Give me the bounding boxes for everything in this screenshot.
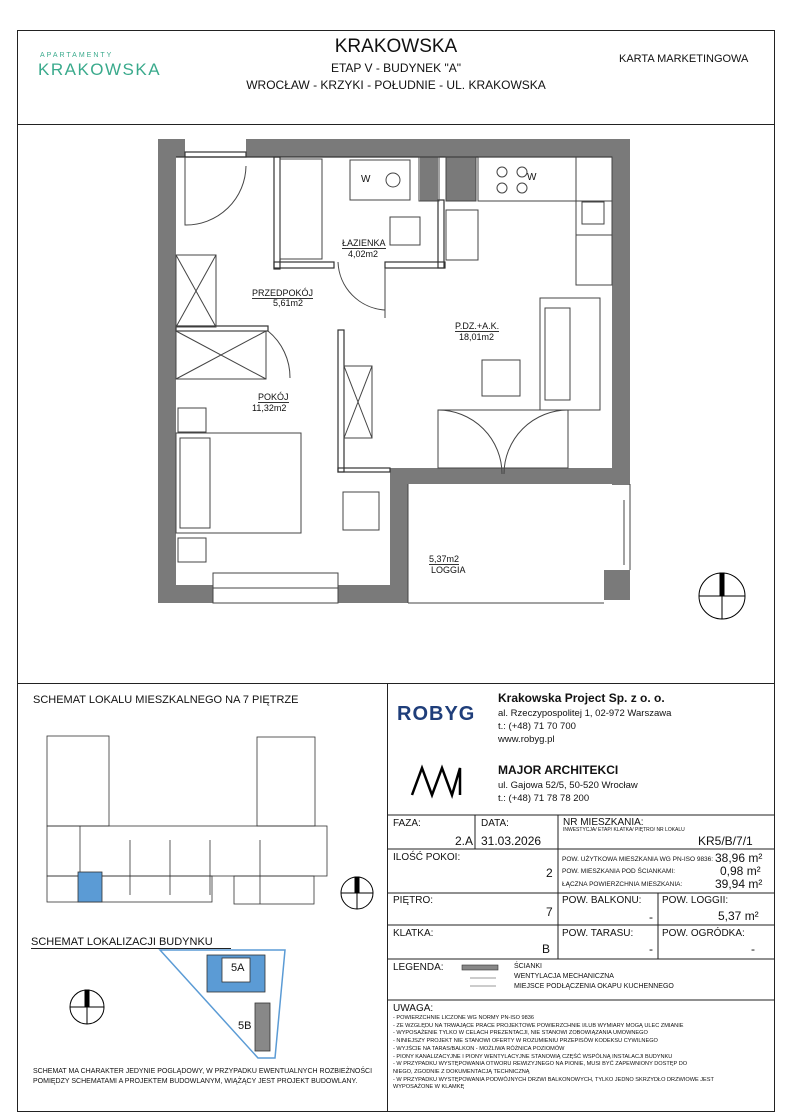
developer-web[interactable]: www.robyg.pl [498, 734, 555, 745]
room-area-lazienka: 4,02m2 [348, 249, 379, 259]
pietro-label: PIĘTRO: [393, 895, 434, 906]
floor-schema-title: SCHEMAT LOKALU MIESZKALNEGO NA 7 PIĘTRZE [33, 694, 299, 706]
page-title: KRAKOWSKA [334, 36, 458, 57]
note-line: - W PRZYPADKU WYSTĘPOWANIA PODWÓJNYCH DRZWI BALKONOWYCH, TYLKO JEDNO SKRZYDŁO DRZWIOWE JEST [393, 1076, 714, 1083]
room-name-pokoj: POKÓJ [258, 392, 289, 402]
developer-name: Krakowska Project Sp. z o. o. [498, 691, 665, 705]
developer-logo: ROBYG [397, 703, 476, 725]
compass-icons [70, 573, 745, 1024]
ogrodek-label: POW. OGRÓDKA: [662, 928, 745, 939]
faza-label: FAZA: [393, 818, 421, 829]
note-line: - PIONY KANALIZACYJNE I PIONY WENTYLACYJNE STANOWIĄ CZĘŚĆ WSPÓLNĄ INSTALACJI BUDYNKU [393, 1053, 673, 1060]
highlighted-unit [78, 872, 102, 902]
subtitle: ETAP V - BUDYNEK "A" [330, 61, 462, 75]
ventilation-mark-kitchen: W [527, 172, 537, 183]
laczna-label: ŁĄCZNA POWIERZCHNIA MIESZKANIA: [562, 881, 683, 888]
uzytkowa-label: POW. UŻYTKOWA MIESZKANIA WG PN-ISO 9836: [562, 856, 714, 863]
loggia-outline [408, 484, 630, 603]
building-5b-label: 5B [238, 1020, 252, 1032]
taras-value: - [649, 942, 653, 956]
legend-symbols [462, 965, 498, 986]
architect-name: MAJOR ARCHITEKCI [498, 763, 619, 777]
room-name-loggia: LOGGIA [431, 565, 466, 575]
balkon-value: - [649, 910, 653, 924]
klatka-value: B [542, 942, 551, 956]
developer-phone: t.: (+48) 71 70 700 [498, 721, 576, 732]
ventilation-mark: W [361, 174, 371, 185]
room-name-przedpokoj: PRZEDPOKÓJ [252, 288, 314, 298]
note-line: - POWIERZCHNIE LICZONE WG NORMY PN-ISO 9836 [393, 1015, 535, 1021]
location: WROCŁAW - KRZYKI - POŁUDNIE - UL. KRAKOWSKA [246, 78, 546, 92]
taras-label: POW. TARASU: [562, 928, 634, 939]
data-label: DATA: [481, 818, 509, 829]
disclaimer-line1: SCHEMAT MA CHARAKTER JEDYNIE POGLĄDOWY, W PRZYPADKU EWENTUALNYCH ROZBIEŻNOŚCI [33, 1068, 373, 1075]
loggia-label: POW. LOGGII: [662, 895, 729, 906]
room-area-pokoj: 11,32m2 [252, 403, 287, 413]
legend-title: LEGENDA: [393, 962, 444, 973]
note-line: WYPOSAŻONE W KLAMKĘ [393, 1084, 465, 1091]
room-name-pdz: P.DZ.+A.K. [455, 321, 500, 331]
disclaimer-line2: POMIĘDZY SCHEMATAMI A PROJEKTEM BUDOWLANYM, WIĄŻĄCY JEST PROJEKT BUDOWLANY. [33, 1078, 358, 1085]
uzytkowa-value: 38,96 m² [715, 851, 763, 865]
note-line: - NINIEJSZY PROJEKT NIE STANOWI OFERTY W ROZUMIENIU PRZEPISÓW KODEKSU CYWILNEGO [393, 1038, 658, 1045]
ogrodek-value: - [751, 942, 755, 956]
notes-title: UWAGA: [393, 1003, 434, 1014]
loggia-value: 5,37 m² [718, 909, 759, 923]
room-furniture [176, 157, 379, 603]
room-area-przedpokoj: 5,61m2 [273, 298, 304, 308]
brand-logo: KRAKOWSKA [38, 60, 162, 79]
nr-label: NR MIESZKANIA: [563, 817, 644, 828]
building-schema-title: SCHEMAT LOKALIZACJI BUDYNKU [31, 936, 231, 949]
klatka-label: KLATKA: [393, 928, 434, 939]
legend-item-walls: ŚCIANKI [514, 963, 543, 970]
building-location-schema [160, 950, 285, 1058]
legend-item-ventilation: WENTYLACJA MECHANICZNA [514, 973, 614, 980]
legend-item-hood: MIEJSCE PODŁĄCZENIA OKAPU KUCHENNEGO [514, 983, 674, 990]
pokoi-value: 2 [546, 866, 553, 880]
room-name-lazienka: ŁAZIENKA [342, 238, 386, 248]
note-line: - ZE WZGLĘDU NA TRWAJĄCE PRACE PROJEKTOWE POWIERZCHNIE I/LUB WYMIARY MOGĄ ULEC ZMIANIE [393, 1022, 684, 1029]
faza-value: 2.A [455, 834, 474, 848]
card-type: KARTA MARKETINGOWA [619, 53, 749, 65]
room-area-loggia: 5,37m2 [429, 554, 460, 564]
room-area-pdz: 18,01m2 [459, 332, 495, 342]
laczna-value: 39,94 m² [715, 877, 763, 891]
architect-address: ul. Gajowa 52/5, 50-520 Wrocław [498, 780, 638, 791]
developer-address: al. Rzeczypospolitej 1, 02-972 Warszawa [498, 708, 672, 719]
notes-list [393, 1015, 773, 1092]
architect-phone: t.: (+48) 71 78 78 200 [498, 793, 590, 804]
logo-top: APARTAMENTY [40, 52, 114, 59]
nr-value: KR5/B/7/1 [698, 834, 753, 848]
building-5a-label: 5A [231, 962, 245, 974]
architect-logo-icon [412, 768, 460, 795]
pietro-value: 7 [546, 905, 553, 919]
pod-skosami-label: POW. MIESZKANIA POD ŚCIANKAMI: [562, 868, 676, 875]
pod-skosami-value: 0,98 m² [720, 864, 761, 878]
pokoi-label: ILOŚĆ POKOI: [393, 852, 461, 863]
note-line: - WYPOSAŻENIE TYLKO W CELACH PREZENTACJI, NIE STANOWI ZOBOWIĄZANIA UMOWNEGO [393, 1030, 648, 1037]
balkon-label: POW. BALKONU: [562, 895, 642, 906]
note-line: - WYJŚCIE NA TARAS/BALKON - MOŻLIWA RÓŻNICA POZIOMÓW [393, 1045, 565, 1052]
data-value: 31.03.2026 [481, 834, 542, 848]
nr-sub: INWESTYCJA/ ETAP/ KLATKA/ PIĘTRO/ NR LOKALU [563, 827, 685, 833]
note-line: - W PRZYPADKU WYSTĘPOWANIA OTWORU REWIZYJNEGO NA PIONIE, MUSI BYĆ ZAPEWNIONY DOSTĘP DO [393, 1061, 688, 1068]
note-line: NIEGO, ZGODNIE Z DOKUMENTACJĄ TECHNICZNĄ [393, 1068, 530, 1075]
